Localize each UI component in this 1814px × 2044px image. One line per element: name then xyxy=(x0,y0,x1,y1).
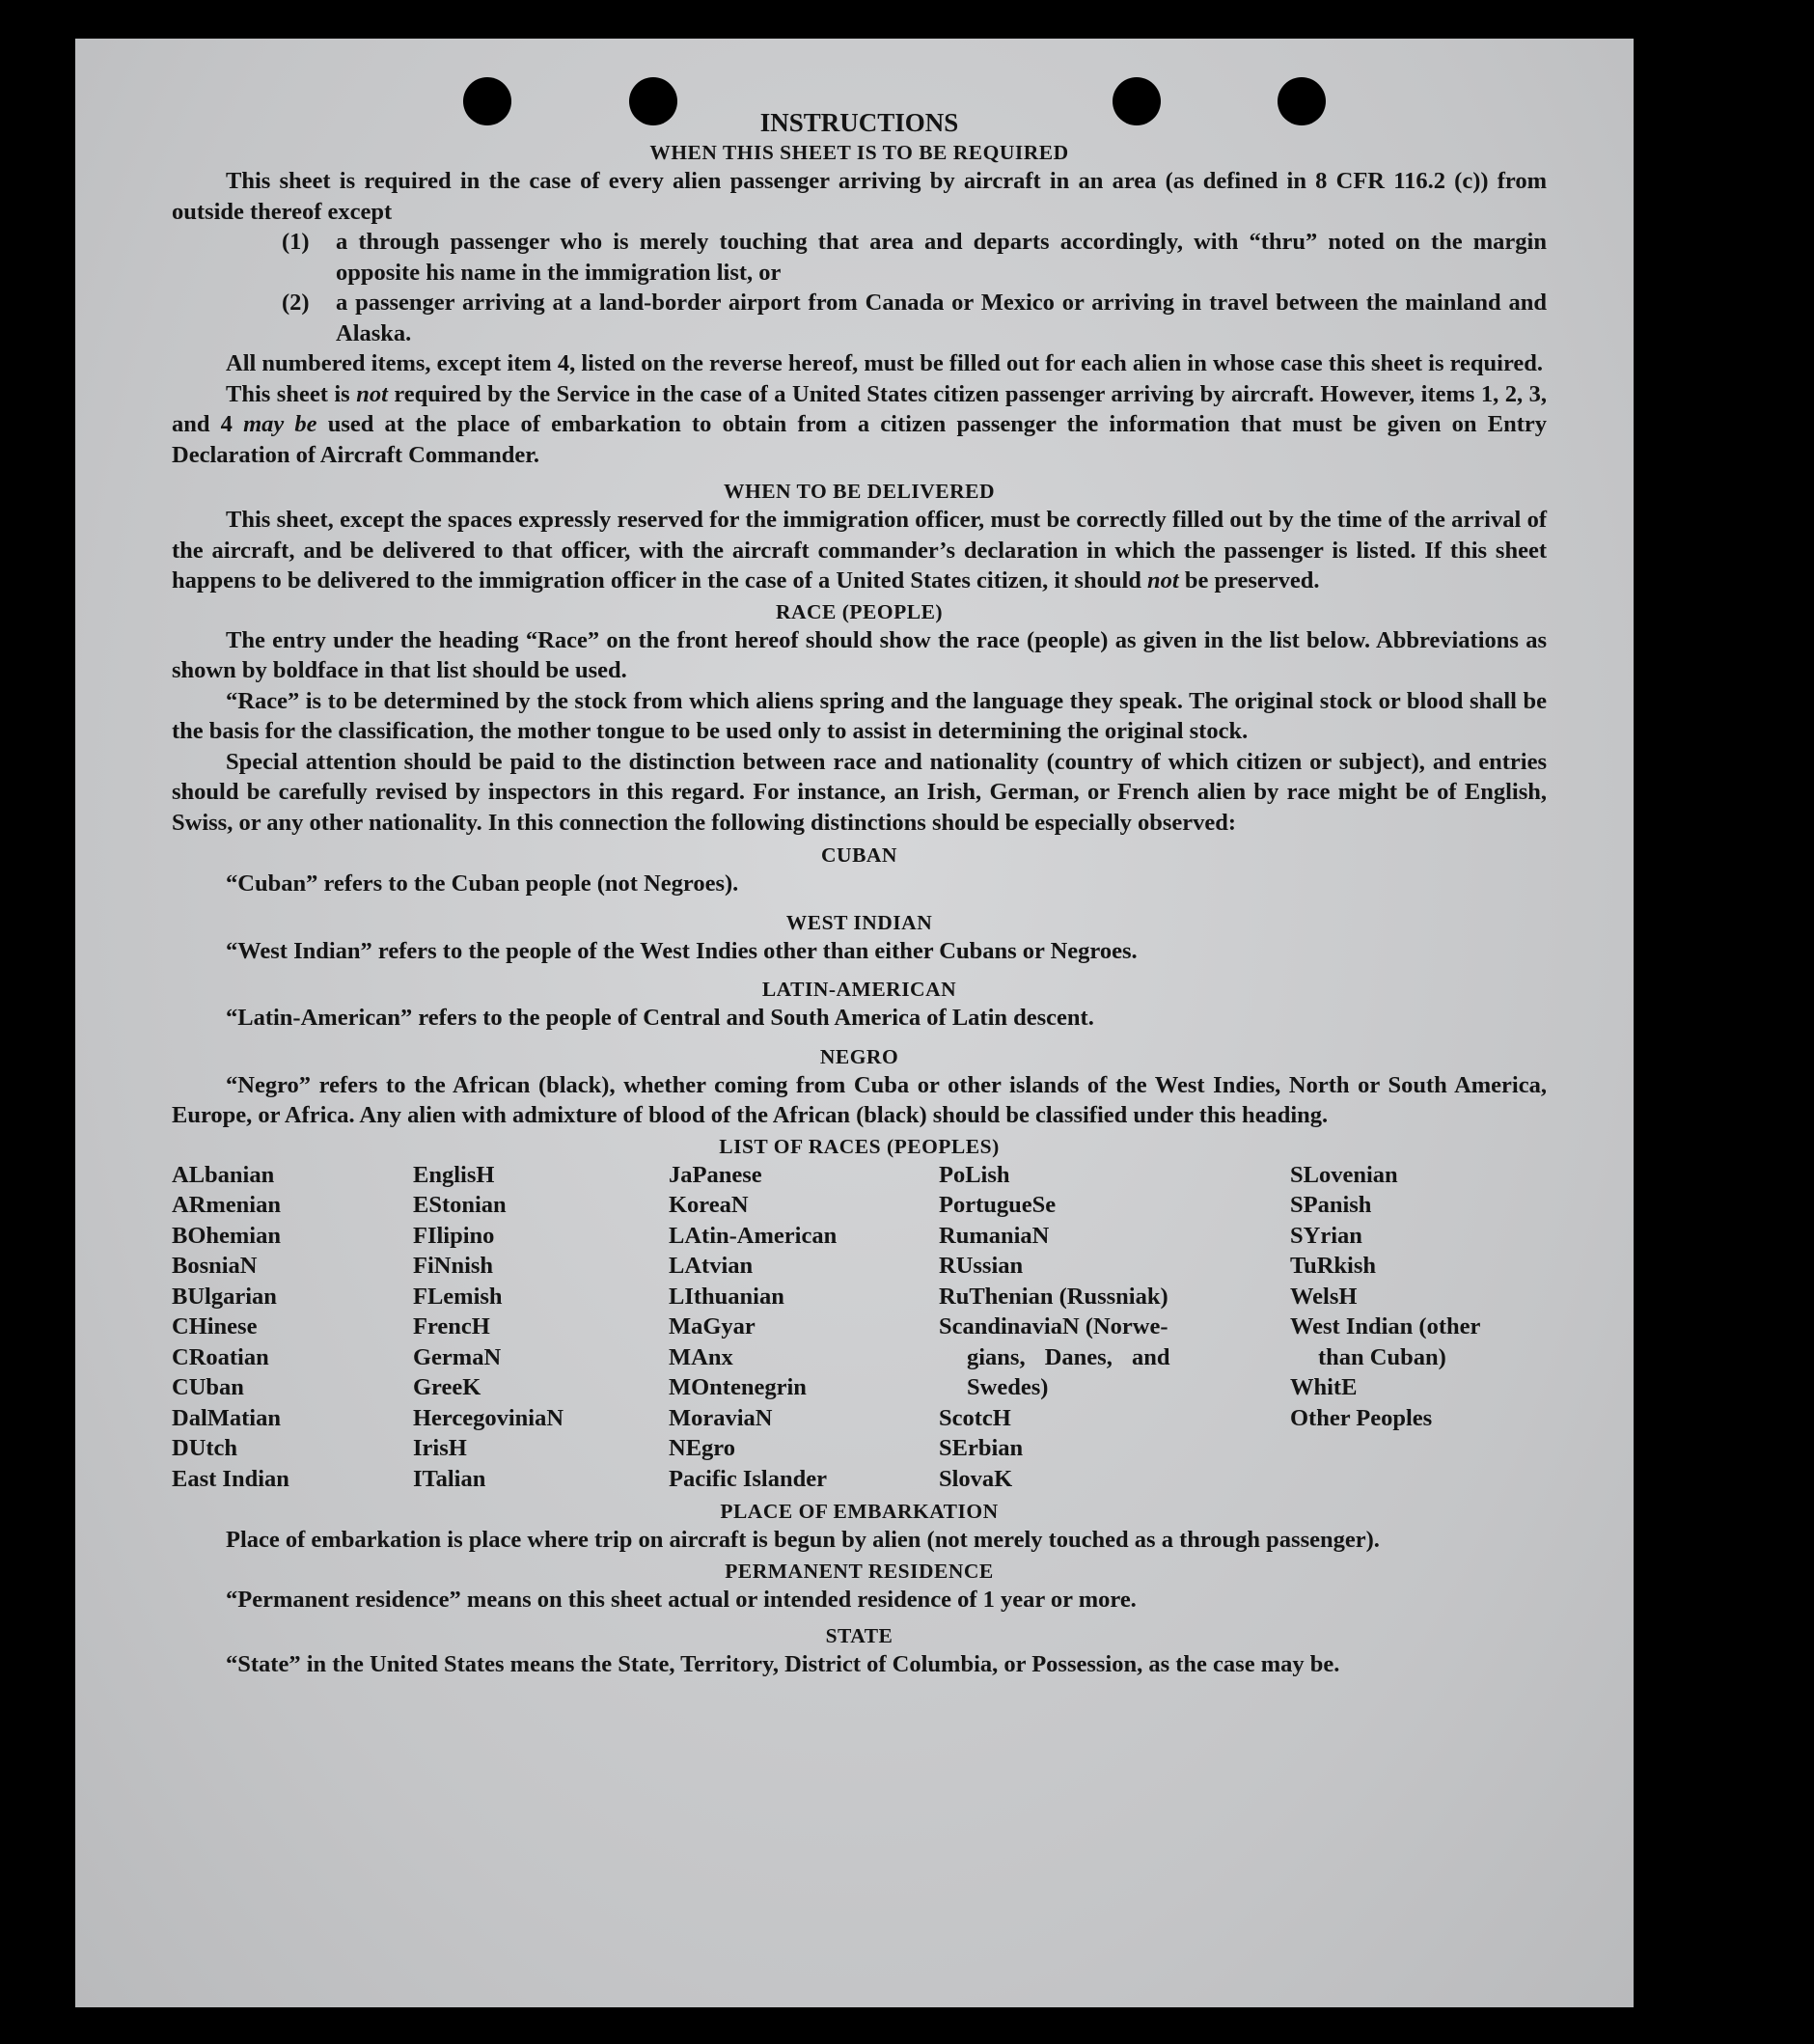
race-entry: PoLish xyxy=(939,1161,1010,1188)
race-entry: WelsH xyxy=(1290,1283,1358,1310)
race-entry: ARmenian xyxy=(172,1192,281,1218)
race-entry: ITalian xyxy=(413,1465,486,1492)
race-entry: BUlgarian xyxy=(172,1283,277,1310)
residence-paragraph: “Permanent residence” means on this sheet actual or intended residence of 1 year or more. xyxy=(226,1586,1137,1613)
document-sheet xyxy=(75,39,1634,2007)
section-heading-delivered: WHEN TO BE DELIVERED xyxy=(723,480,996,503)
race-entry: FIlipino xyxy=(413,1222,495,1249)
race-entry: CUban xyxy=(172,1374,244,1400)
race-entry: Pacific Islander xyxy=(669,1465,827,1492)
race-entry: IrisH xyxy=(413,1435,467,1461)
race-entry: SErbian xyxy=(939,1435,1024,1461)
exception-item: (1) a through passenger who is merely touching that area and departs accordingly, with “thru” noted on the margin opposite his name in the immigration list, or xyxy=(282,229,1547,286)
race-entry: RuThenian (Russniak) xyxy=(939,1283,1168,1310)
race-entry: DUtch xyxy=(172,1435,238,1461)
race-entry: ALbanian xyxy=(172,1161,275,1188)
negro-paragraph: “Negro” refers to the African (black), whether coming from Cuba or other islands of the West Indies, North or South America, Europe, or Africa. Any alien with admixture of blood of the African (black) should be classified under this heading. xyxy=(172,1071,1547,1128)
delivered-paragraph: This sheet, except the spaces expressly reserved for the immigration officer, must be correctly filled out by the time of the arrival of the aircraft, and be delivered to that officer, with the aircraft commander’s declaration in which the passenger is listed. If this sheet happens to be delivered to the immigration officer in the case of a United States citizen, it should not be preserved. xyxy=(172,507,1547,594)
numbered-items-paragraph: All numbered items, except item 4, listed on the reverse hereof, must be filled out for each alien in whose case this sheet is required. xyxy=(226,350,1544,376)
race-entry: GermaN xyxy=(413,1343,502,1370)
races-column xyxy=(172,1160,413,1495)
page-title: INSTRUCTIONS xyxy=(759,108,959,137)
race-entry: WhitE xyxy=(1290,1374,1358,1400)
section-heading-residence: PERMANENT RESIDENCE xyxy=(725,1559,994,1583)
section-heading-west-indian: WEST INDIAN xyxy=(785,910,933,934)
race-entry: MoraviaN xyxy=(669,1404,773,1431)
races-list xyxy=(172,1160,1547,1495)
race-entry: BOhemian xyxy=(172,1222,281,1249)
races-column xyxy=(669,1160,939,1495)
race-entry: JaPanese xyxy=(669,1161,762,1188)
latin-american-paragraph: “Latin-American” refers to the people of Central and South America of Latin descent. xyxy=(226,1005,1094,1031)
races-column xyxy=(413,1160,669,1495)
race-entry: LAtin-American xyxy=(669,1222,838,1249)
instructions-document xyxy=(172,106,1547,1680)
races-column xyxy=(1290,1160,1547,1495)
west-indian-paragraph: “West Indian” refers to the people of the West Indies other than either Cubans or Negroes. xyxy=(226,937,1138,964)
race-entry: Swedes) xyxy=(967,1374,1049,1400)
section-heading-latin-american: LATIN-AMERICAN xyxy=(761,978,957,1001)
race-entry: FiNnish xyxy=(413,1253,494,1279)
race-paragraph: The entry under the heading “Race” on the front hereof should show the race (people) as given in the list below. Abbreviations as shown by boldface in that list should be used. xyxy=(172,626,1547,683)
embarkation-paragraph: Place of embarkation is place where trip on aircraft is begun by alien (not merely touched as a through passenger). xyxy=(226,1527,1380,1553)
not-required-paragraph: This sheet is not required by the Service in the case of a United States citizen passenger arriving by aircraft. However, items 1, 2, 3, and 4 may be used at the place of embarkation to obtain from a citizen passenger the information that must be given on Entry Declaration of Aircraft Commander. xyxy=(172,380,1548,468)
race-entry: HercegoviniaN xyxy=(413,1404,564,1431)
race-entry: PortugueSe xyxy=(939,1192,1057,1218)
race-paragraph: Special attention should be paid to the distinction between race and nationality (country of which citizen or subject), and entries should be carefully revised by inspectors in this regard. For instance, an Irish, German, or French alien by race might be of English, Swiss, or any other nationality. In this connection the following distinctions should be especially observed: xyxy=(172,748,1547,836)
race-entry: BosniaN xyxy=(172,1253,258,1279)
race-entry: SPanish xyxy=(1290,1192,1372,1218)
section-heading-cuban: CUBAN xyxy=(821,843,897,867)
race-entry: MAnx xyxy=(669,1343,733,1370)
section-heading-negro: NEGRO xyxy=(819,1044,899,1068)
race-entry: FrencH xyxy=(413,1313,490,1340)
race-entry: LAtvian xyxy=(669,1253,754,1279)
section-heading-required: WHEN THIS SHEET IS TO BE REQUIRED xyxy=(649,141,1069,164)
race-entry: Other Peoples xyxy=(1290,1404,1433,1431)
race-entry: NEgro xyxy=(669,1435,735,1461)
race-entry: West Indian (other xyxy=(1290,1313,1481,1340)
race-entry: KoreaN xyxy=(669,1192,749,1218)
race-entry: ScandinaviaN (Norwe- xyxy=(939,1313,1168,1340)
exception-item: (2) a passenger arriving at a land-border airport from Canada or Mexico or arriving in travel between the mainland and Alaska. xyxy=(282,290,1547,346)
race-entry: CRoatian xyxy=(172,1343,269,1370)
section-heading-races: LIST OF RACES (PEOPLES) xyxy=(719,1134,1000,1158)
race-entry: RumaniaN xyxy=(939,1222,1050,1249)
section-heading-state: STATE xyxy=(825,1624,893,1647)
section-heading-embarkation: PLACE OF EMBARKATION xyxy=(720,1500,999,1523)
required-intro: This sheet is required in the case of every alien passenger arriving by aircraft in an area (as defined in 8 CFR 116.2 (c)) from outside thereof except xyxy=(172,168,1547,225)
race-entry: GreeK xyxy=(413,1374,481,1400)
races-column xyxy=(939,1160,1290,1495)
race-entry: EnglisH xyxy=(413,1161,495,1188)
race-entry: ScotcH xyxy=(939,1404,1011,1431)
race-entry: EStonian xyxy=(413,1192,507,1218)
section-heading-race: RACE (PEOPLE) xyxy=(775,599,944,623)
race-entry: CHinese xyxy=(172,1313,258,1340)
state-paragraph: “State” in the United States means the State, Territory, District of Columbia, or Possession, as the case may be. xyxy=(226,1651,1340,1677)
race-paragraph: “Race” is to be determined by the stock from which aliens spring and the language they speak. The original stock or blood shall be the basis for the classification, the mother tongue to be used only to assist in determining the original stock. xyxy=(172,687,1547,744)
cuban-paragraph: “Cuban” refers to the Cuban people (not Negroes). xyxy=(226,870,739,897)
race-entry: SLovenian xyxy=(1290,1161,1398,1188)
race-entry: MOntenegrin xyxy=(669,1374,807,1400)
race-entry: East Indian xyxy=(172,1465,289,1492)
race-entry: FLemish xyxy=(413,1283,503,1310)
race-entry: gians, Danes, and xyxy=(967,1343,1170,1370)
race-entry: than Cuban) xyxy=(1318,1343,1446,1370)
race-entry: LIthuanian xyxy=(669,1283,784,1310)
race-entry: DalMatian xyxy=(172,1404,281,1431)
race-entry: SYrian xyxy=(1290,1222,1362,1249)
race-entry: SlovaK xyxy=(939,1465,1013,1492)
race-entry: TuRkish xyxy=(1290,1253,1377,1279)
race-entry: MaGyar xyxy=(669,1313,756,1340)
race-entry: RUssian xyxy=(939,1253,1024,1279)
